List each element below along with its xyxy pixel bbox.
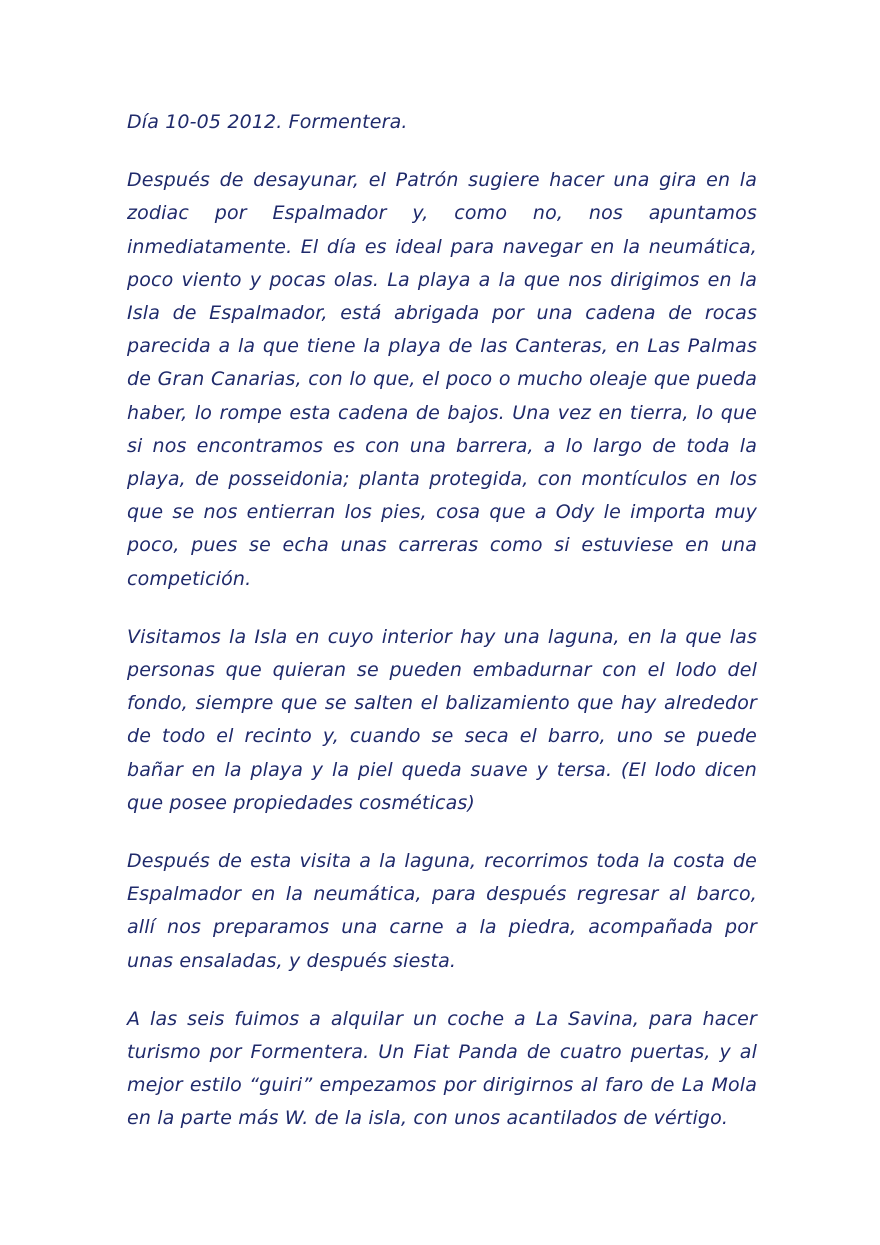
paragraph-breakfast-zodiac: Después de desayunar, el Patrón sugiere hacer una gira en la zodiac por Espalmador y, como no, nos apuntamos inmediatamente. El día es ideal para navegar en la neumática, poco viento y pocas olas. La playa a la que nos dirigimos en la Isla de Espalmador, está abrigada por una cadena de rocas parecida a la que tiene la playa de las Canteras, en Las Palmas de Gran Canarias, con lo que, el poco o mucho oleaje que pueda haber, lo rompe esta cadena de bajos. Una vez en tierra, lo que si nos encontramos es con una barrera, a lo largo de toda la playa, de posseidonia; planta protegida, con montículos en los que se nos entierran los pies, cosa que a Ody le importa muy poco, pues se echa unas carreras como si estuviese en una competición. — [127, 169, 757, 590]
paragraph-lagoon: Visitamos la Isla en cuyo interior hay una laguna, en la que las personas que quieran se pueden embadurnar con el lodo del fondo, siempre que se salten el balizamiento que hay alrededor de todo el recinto y, cuando se seca el barro, uno se puede bañar en la playa y la piel queda suave y tersa. (El lodo dicen que posee propiedades cosméticas) — [127, 625, 757, 814]
document-title: Día 10-05 2012. Formentera. — [127, 111, 408, 133]
document-body — [127, 106, 757, 1161]
paragraph-car-rental: A las seis fuimos a alquilar un coche a La Savina, para hacer turismo por Formentera. Un Fiat Panda de cuatro puertas, y al mejor estilo “guiri” empezamos por dirigirnos al faro de La Mola en la parte más W. de la isla, con unos acantilados de vértigo. — [127, 1007, 757, 1130]
paragraph-return-to-boat: Después de esta visita a la laguna, recorrimos toda la costa de Espalmador en la neumática, para después regresar al barco, allí nos preparamos una carne a la piedra, acompañada por unas ensaladas, y después siesta. — [127, 850, 757, 972]
